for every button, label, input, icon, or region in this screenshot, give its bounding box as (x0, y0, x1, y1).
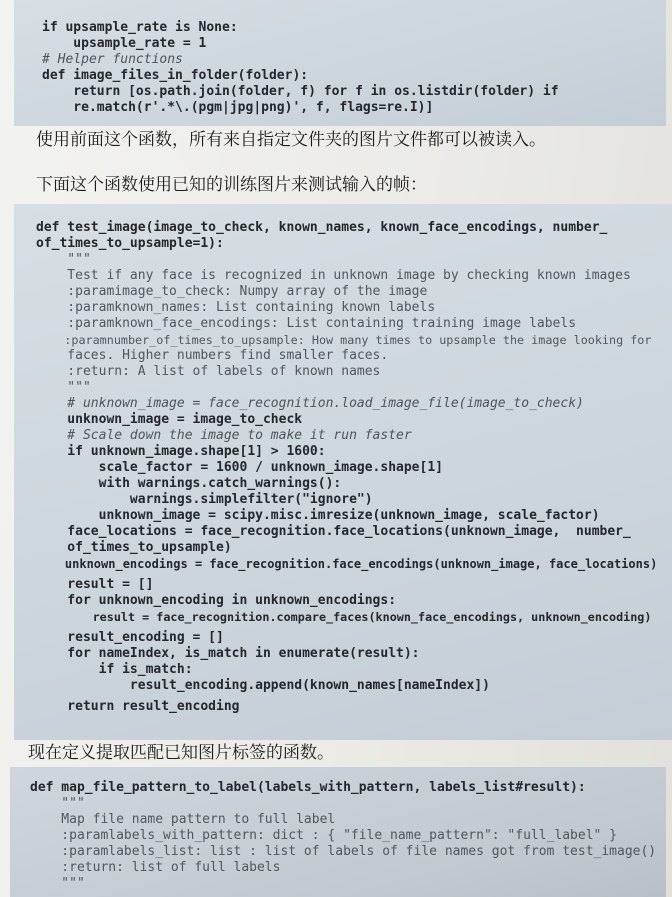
code-line: faces. Higher numbers find smaller faces. (36, 348, 389, 363)
code-line: Map file name pattern to full label (30, 812, 336, 827)
code-block-map-file-pattern (10, 767, 666, 897)
code-line: if unknown_image.shape[1] > 1600: (36, 444, 326, 459)
code-line: result_encoding = [] (36, 630, 224, 645)
body-paragraph: 现在定义提取匹配已知图片标签的函数。 (28, 743, 334, 763)
code-block-upsample-helper (14, 0, 666, 126)
code-line: :paramimage_to_check: Numpy array of the image (36, 284, 428, 299)
code-line: # unknown_image = face_recognition.load_image_file(image_to_check) (36, 396, 584, 411)
code-line: unknown_image = scipy.misc.imresize(unknown_image, scale_factor) (36, 508, 600, 523)
code-line: """ (30, 876, 85, 891)
code-line: of_times_to_upsample) (36, 540, 232, 555)
code-line: result_encoding.append(known_names[nameIndex]) (36, 678, 490, 693)
code-line: with warnings.catch_warnings(): (36, 476, 342, 491)
code-line: """ (36, 252, 91, 267)
code-line: upsample_rate = 1 (42, 36, 207, 51)
code-line: if is_match: (36, 662, 193, 677)
code-line: return [os.path.join(folder, f) for f in os.listdir(folder) if (42, 84, 559, 99)
code-line: result = [] (36, 577, 154, 592)
code-line: """ (30, 796, 85, 811)
code-line: """ (36, 380, 91, 395)
code-line: return result_encoding (36, 699, 240, 714)
code-line: # Scale down the image to make it run faster (36, 428, 412, 443)
code-line: for unknown_encoding in unknown_encodings: (36, 593, 397, 608)
code-block-test-image (14, 204, 672, 740)
code-line: :paramnumber_of_times_to_upsample: How many times to upsample the image looking for (36, 333, 652, 347)
code-line: :paramknown_face_encodings: List containing training image labels (36, 316, 577, 331)
code-line: of_times_to_upsample=1): (36, 236, 224, 251)
code-line: # Helper functions (42, 52, 183, 67)
body-paragraph: 下面这个函数使用已知的训练图片来测试输入的帧： (36, 175, 427, 195)
code-line: unknown_image = image_to_check (36, 412, 303, 427)
code-line: :paramlabels_list: list : list of labels of file names got from test_image() (30, 844, 657, 859)
code-line: scale_factor = 1600 / unknown_image.shape[1] (36, 460, 443, 475)
code-line: :return: A list of labels of known names (36, 364, 381, 379)
code-line: if upsample_rate is None: (42, 20, 238, 35)
code-line: def image_files_in_folder(folder): (42, 68, 309, 83)
code-line: def test_image(image_to_check, known_names, known_face_encodings, number_ (36, 220, 608, 235)
code-line: :paramlabels_with_pattern: dict : { "file_name_pattern": "full_label" } (30, 828, 617, 843)
code-line: unknown_encodings = face_recognition.face_encodings(unknown_image, face_locations) (36, 557, 658, 571)
code-line: for nameIndex, is_match in enumerate(result): (36, 646, 420, 661)
code-line: result = face_recognition.compare_faces(known_face_encodings, unknown_encoding) (36, 610, 652, 624)
code-line: :return: list of full labels (30, 860, 281, 875)
code-line: re.match(r'.*\.(pgm|jpg|png)', f, flags=re.I)] (42, 100, 434, 115)
body-paragraph: 使用前面这个函数，所有来自指定文件夹的图片文件都可以被读入。 (36, 130, 546, 150)
code-line: def map_file_pattern_to_label(labels_with_pattern, labels_list#result): (30, 780, 586, 795)
code-line: warnings.simplefilter("ignore") (36, 492, 373, 507)
code-line: :paramknown_names: List containing known labels (36, 300, 436, 315)
code-line: face_locations = face_recognition.face_locations(unknown_image, number_ (36, 524, 631, 539)
code-line: Test if any face is recognized in unknown image by checking known images (36, 268, 631, 283)
